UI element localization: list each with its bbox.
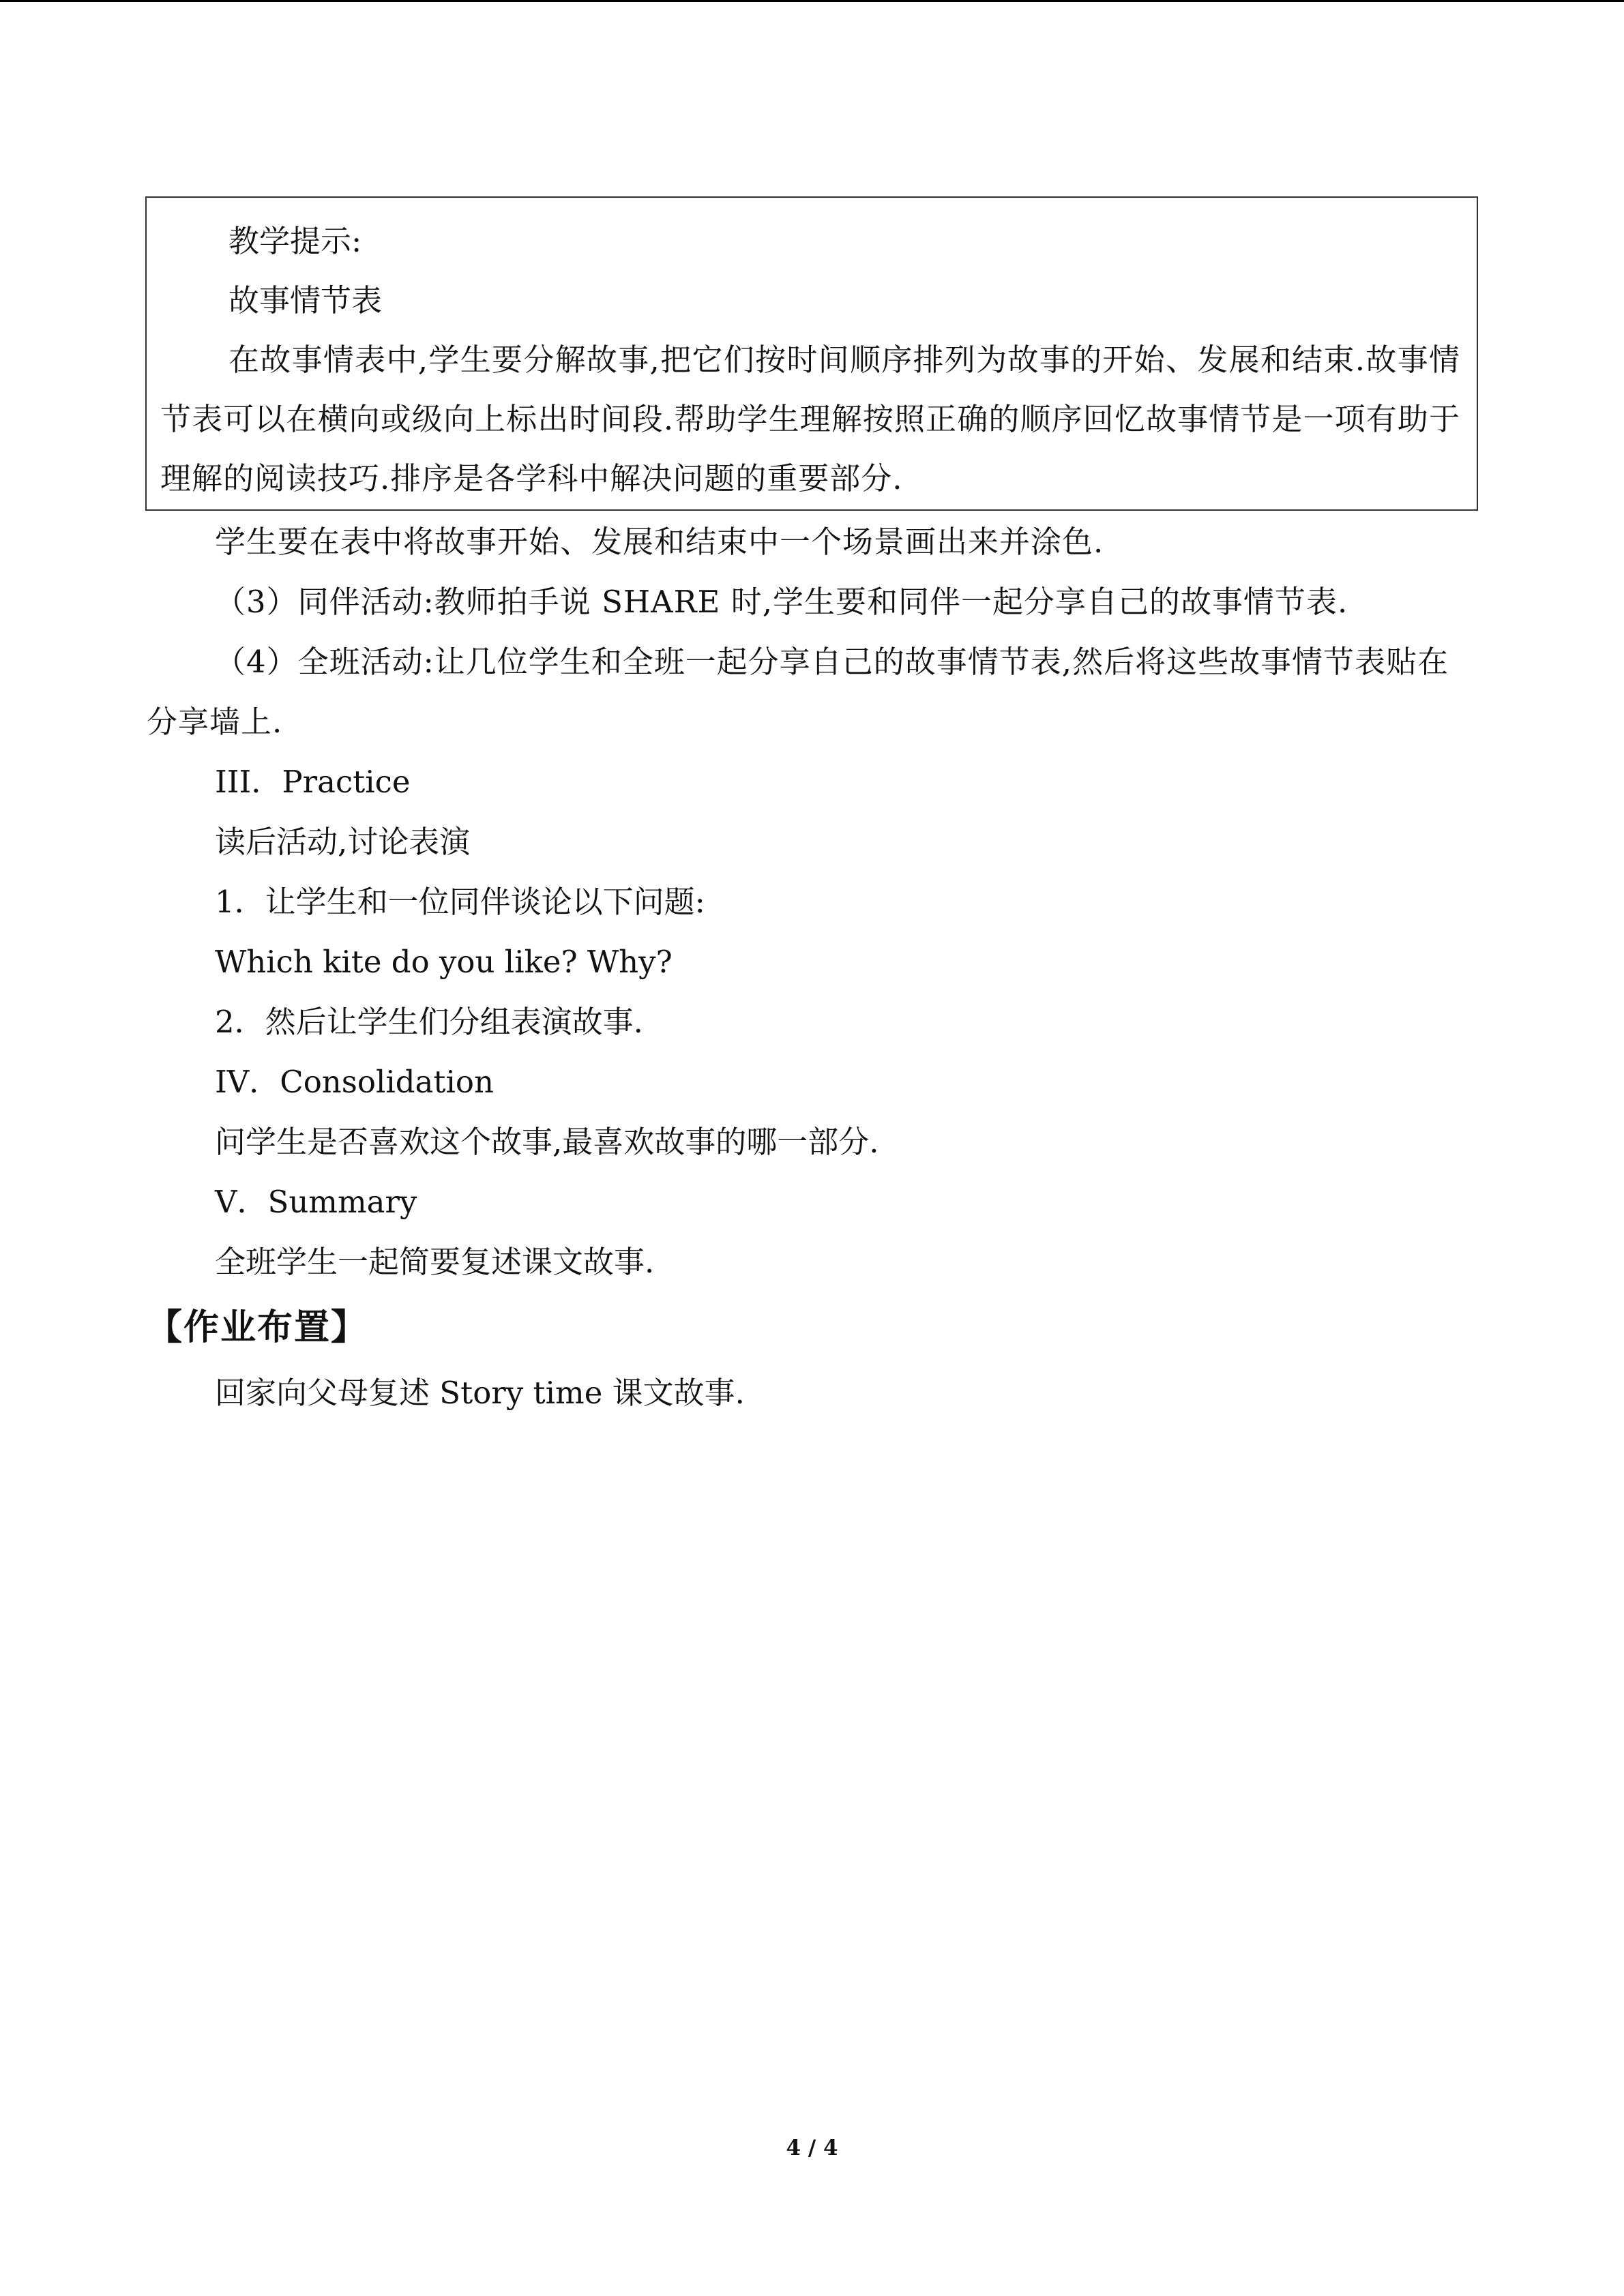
practice-heading: III．Practice xyxy=(215,764,411,800)
practice-item-2: 2．然后让学生们分组表演故事. xyxy=(215,1004,643,1040)
body-paragraph-2: （3）同伴活动:教师拍手说 SHARE 时,学生要和同伴一起分享自己的故事情节表. xyxy=(215,584,1348,620)
tip-subtitle: 故事情节表 xyxy=(228,282,383,318)
document-content xyxy=(147,196,1477,1423)
body-paragraph-3: （4）全班活动:让几位学生和全班一起分享自己的故事情节表,然后将这些故事情节表贴在分享墙上. xyxy=(147,644,1449,740)
teaching-tip-box xyxy=(145,196,1478,511)
practice-intro: 读后活动,讨论表演 xyxy=(215,824,471,860)
summary-heading: V．Summary xyxy=(215,1184,417,1220)
practice-item-1: 1．让学生和一位同伴谈论以下问题: xyxy=(215,884,705,920)
consolidation-heading: IV．Consolidation xyxy=(215,1064,494,1100)
homework-text: 回家向父母复述 Story time 课文故事. xyxy=(215,1375,745,1411)
homework-heading: 【作业布置】 xyxy=(147,1307,368,1348)
practice-question: Which kite do you like? Why? xyxy=(215,944,673,980)
page-top-border xyxy=(0,0,1624,2)
tip-paragraph: 在故事情表中,学生要分解故事,把它们按时间顺序排列为故事的开始、发展和结束.故事情节表可以在横向或级向上标出时间段.帮助学生理解按照正确的顺序回忆故事情节是一项有助于理解的阅读技巧.排序是各学科中解决问题的重要部分. xyxy=(160,342,1460,496)
summary-text: 全班学生一起简要复述课文故事. xyxy=(215,1244,655,1280)
tip-title: 教学提示: xyxy=(228,223,362,259)
body-paragraph-1: 学生要在表中将故事开始、发展和结束中一个场景画出来并涂色. xyxy=(215,524,1104,560)
consolidation-text: 问学生是否喜欢这个故事,最喜欢故事的哪一部分. xyxy=(215,1124,879,1160)
page-number: 4 / 4 xyxy=(786,2136,838,2160)
